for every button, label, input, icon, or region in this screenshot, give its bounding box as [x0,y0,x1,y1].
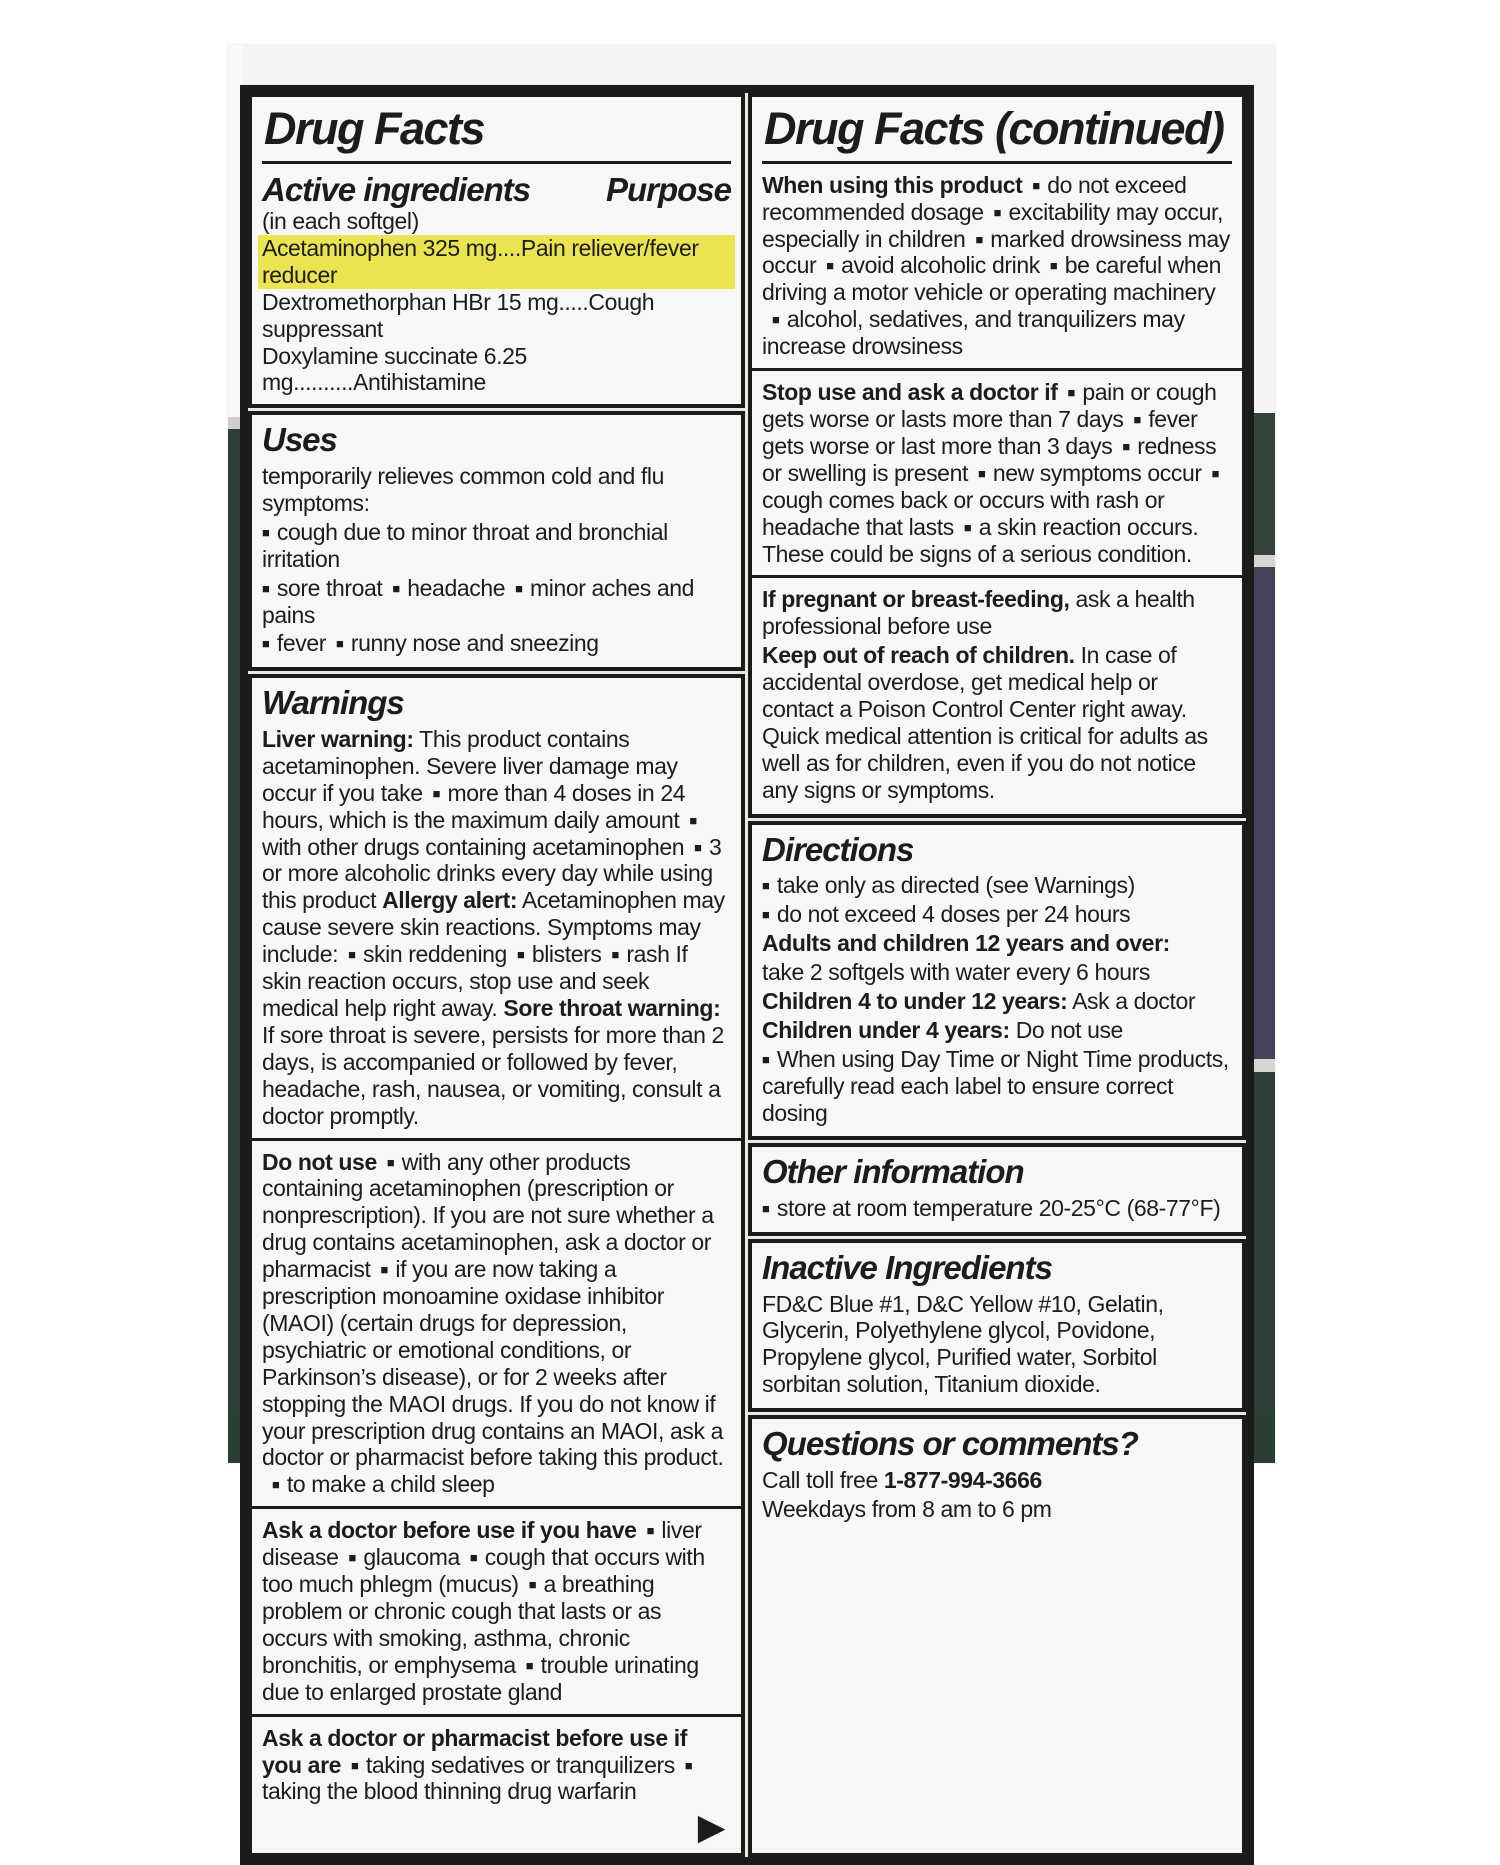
bullet-square-icon: ■ [977,465,986,481]
bullet-square-icon: ■ [694,839,703,855]
bullet-square-icon: ■ [386,1154,395,1170]
bullet-square-icon: ■ [689,812,698,828]
inactive-ingredients-box [748,1239,1246,1412]
subsection-divider [752,368,1242,371]
paragraph: Stop use and ask a doctor if ■ pain or cough gets worse or lasts more than 7 days ■ fever gets worse or last more than 3 days ■ redness or swelling is present ■ new symptoms occur ■cough comes back or occurs with rash or headache that lasts ■ a skin reaction occurs. These could be signs of a serious condition. [762,379,1220,567]
section-heading: Questions or comments? [762,1425,1138,1463]
bold-lead-in: Do not use [262,1148,377,1175]
bullet-square-icon: ■ [1049,258,1058,274]
bullet-square-icon: ■ [762,1201,770,1217]
paragraph: temporarily relieves common cold and flu symptoms: [262,462,665,516]
paragraph: ■ When using Day Time or Night Time products, carefully read each label to ensure correct dosing [762,1045,1229,1126]
warnings-box [248,674,745,1857]
other-information-box [748,1143,1246,1236]
active-ingredients-header: Active ingredients [262,170,531,208]
carton-edge-segment [1253,45,1275,413]
paragraph: Do not use ■ with any other products containing acetaminophen (prescription or nonprescription). If you are not sure whether a drug contains acetaminophen, ask a doctor or pharmacist ■ if you are now taking a prescription monoamine oxidase inhibitor (MAOI) (certain drugs for depression, psychiatric or emotional conditions, or Parkinson’s disease), or for 2 weeks after stopping the MAOI drugs. If you do not know if your prescription drug contains an MAOI, ask a doctor or pharmacist before taking this product.■ to make a child sleep [262,1148,724,1498]
bullet-square-icon: ■ [646,1523,655,1539]
carton-edge-segment [1253,555,1275,567]
ingredient-line: (in each softgel) [262,208,419,235]
bullet-square-icon: ■ [1067,385,1076,401]
bullet-square-icon: ■ [525,1657,534,1673]
paragraph: Ask a doctor before use if you have ■ liver disease ■ glaucoma ■ cough that occurs with too much phlegm (mucus) ■ a breathing problem or chronic cough that lasts or as occurs with smoking, asthma, chronic bronchitis, or emphysema ■ trouble urinating due to enlarged prostate gland [262,1517,705,1705]
purpose-header: Purpose [605,170,731,208]
section-heading: Drug Facts [264,103,485,154]
drug-facts-continued-box [748,93,1246,818]
drug-facts-panel [240,85,1254,1865]
product-carton-back [228,45,1275,1848]
bullet-square-icon: ■ [993,204,1002,220]
bold-lead-in: Keep out of reach of children. [762,642,1075,669]
subsection-divider [252,1714,741,1717]
ingredient-line: Dextromethorphan HBr 15 mg.....Cough suppressant [262,288,655,342]
paragraph: Call toll free 1-877-994-3666 [762,1466,1042,1493]
bullet-square-icon: ■ [762,907,770,923]
heading-rule [262,161,731,164]
carton-edge-segment [1253,413,1275,555]
section-heading: Uses [262,421,337,459]
paragraph: If pregnant or breast-feeding, ask a health professional before use [762,586,1195,640]
section-heading: Drug Facts (continued) [764,103,1224,154]
paragraph: ■ do not exceed 4 doses per 24 hours [762,901,1131,928]
carton-right-edge [1253,45,1275,1463]
questions-box [748,1415,1246,1857]
ingredient-line: Doxylamine succinate 6.25 mg..........Antihistamine [262,342,527,396]
bullet-square-icon: ■ [515,580,523,596]
paragraph: ■ sore throat ■ headache ■ minor aches and pains [262,574,695,628]
bold-lead-in: Adults and children 12 years and over: [762,930,1170,957]
bullet-square-icon: ■ [1122,438,1131,454]
bold-lead-in: Liver warning: [262,725,414,752]
subsection-divider [252,1138,741,1141]
bullet-square-icon: ■ [351,1757,359,1773]
bullet-square-icon: ■ [1032,177,1041,193]
bullet-square-icon: ■ [392,580,401,596]
bullet-square-icon: ■ [528,1577,537,1593]
bullet-square-icon: ■ [348,947,356,963]
continue-arrow-icon: ▶ [697,1806,725,1848]
paragraph: Weekdays from 8 am to 6 pm [762,1495,1052,1522]
section-heading: Inactive Ingredients [762,1248,1052,1286]
paragraph: ■ take only as directed (see Warnings) [762,872,1135,899]
right-column [748,93,1246,1857]
bullet-square-icon: ■ [336,636,344,652]
carton-edge-segment [1253,1059,1275,1072]
bold-lead-in: Ask a doctor before use if you have [262,1517,637,1544]
bullet-square-icon: ■ [380,1262,389,1278]
section-heading: Warnings [262,684,404,722]
bullet-square-icon: ■ [272,1477,280,1493]
bullet-square-icon: ■ [1133,412,1142,427]
bold-lead-in: Sore throat warning: [503,994,721,1021]
paragraph: Ask a doctor or pharmacist before use if you are ■ taking sedatives or tranquilizers ■taking the blood thinning drug warfarin [262,1724,693,1805]
bullet-square-icon: ■ [772,312,780,328]
bold-lead-in: Children under 4 years: [762,1016,1010,1043]
bullet-square-icon: ■ [762,878,770,894]
uses-box [248,411,745,671]
bold-lead-in: If pregnant or breast-feeding, [762,586,1070,613]
bold-lead-in: Stop use and ask a doctor if [762,379,1058,406]
paragraph: take 2 softgels with water every 6 hours [762,959,1150,985]
highlighted-ingredient-line: Acetaminophen 325 mg....Pain reliever/fever reducer [258,235,735,289]
left-column [248,93,745,1857]
heading-rule [762,161,1232,164]
bullet-square-icon: ■ [262,636,270,652]
paragraph: ■ store at room temperature 20-25°C (68-77°F) [762,1195,1221,1222]
paragraph: Children under 4 years: Do not use [762,1016,1123,1043]
directions-box [748,821,1246,1141]
bullet-square-icon: ■ [963,519,972,535]
bullet-square-icon: ■ [262,580,270,596]
bullet-square-icon: ■ [826,258,835,274]
bullet-square-icon: ■ [1211,465,1220,481]
bold-lead-in: Ask a doctor or pharmacist before use if you are [262,1724,687,1778]
column-headers [262,172,731,208]
bullet-square-icon: ■ [684,1757,693,1773]
paragraph: Keep out of reach of children. In case of accidental overdose, get medical help or contact a Poison Control Center right away. Quick medical attention is critical for adults as well as for children, even if you do not notice any signs or symptoms. [762,642,1208,803]
paragraph [762,930,1232,957]
paragraph: When using this product ■ do not exceed recommended dosage ■ excitability may occur, especially in children ■ marked drowsiness may occur ■ avoid alcoholic drink ■ be careful when driving a motor vehicle or operating machinery■ alcohol, sedatives, and tranquilizers may increase drowsiness [762,171,1230,360]
bullet-square-icon: ■ [611,947,620,963]
bullet-square-icon: ■ [762,1051,770,1067]
bullet-square-icon: ■ [262,524,270,540]
bold-lead-in: 1-877-994-3666 [883,1466,1042,1493]
bullet-square-icon: ■ [348,1550,357,1566]
bullet-square-icon: ■ [975,231,984,247]
paragraph: Children 4 to under 12 years: Ask a doctor [762,987,1196,1014]
bullet-square-icon: ■ [469,1550,478,1566]
paragraph: FD&C Blue #1, D&C Yellow #10, Gelatin, Glycerin, Polyethylene glycol, Povidone, Propylene glycol, Purified water, Sorbitol sorbitan solution, Titanium dioxide. [762,1290,1164,1398]
carton-edge-segment [1253,567,1275,1059]
paragraph: ■ cough due to minor throat and bronchial irritation [262,518,668,572]
paragraph: Liver warning: This product contains acetaminophen. Severe liver damage may occur if you take ■ more than 4 doses in 24 hours, which is the maximum daily amount ■with other drugs containing acetaminophen ■ 3 or more alcoholic drinks every day while using this product Allergy alert: Acetaminophen may cause severe skin reactions. Symptoms may include: ■ skin reddening ■ blisters ■ rash If skin reaction occurs, stop use and seek medical help right away. Sore throat warning: If sore throat is severe, persists for more than 2 days, is accompanied or followed by fever, headache, rash, nausea, or vomiting, consult a doctor promptly. [262,725,725,1129]
bullet-square-icon: ■ [516,947,525,963]
bold-lead-in: Allergy alert: [382,887,518,914]
paragraph: ■ fever ■ runny nose and sneezing [262,630,599,657]
bold-lead-in: When using this product [762,171,1023,198]
carton-edge-segment [1253,1072,1275,1463]
subsection-divider [752,575,1242,578]
section-heading: Other information [762,1153,1024,1191]
bold-lead-in: Children 4 to under 12 years: [762,987,1068,1014]
bullet-square-icon: ■ [432,785,441,801]
subsection-divider [252,1506,741,1509]
section-heading: Directions [762,830,914,868]
drug-facts-title-box [248,93,745,408]
